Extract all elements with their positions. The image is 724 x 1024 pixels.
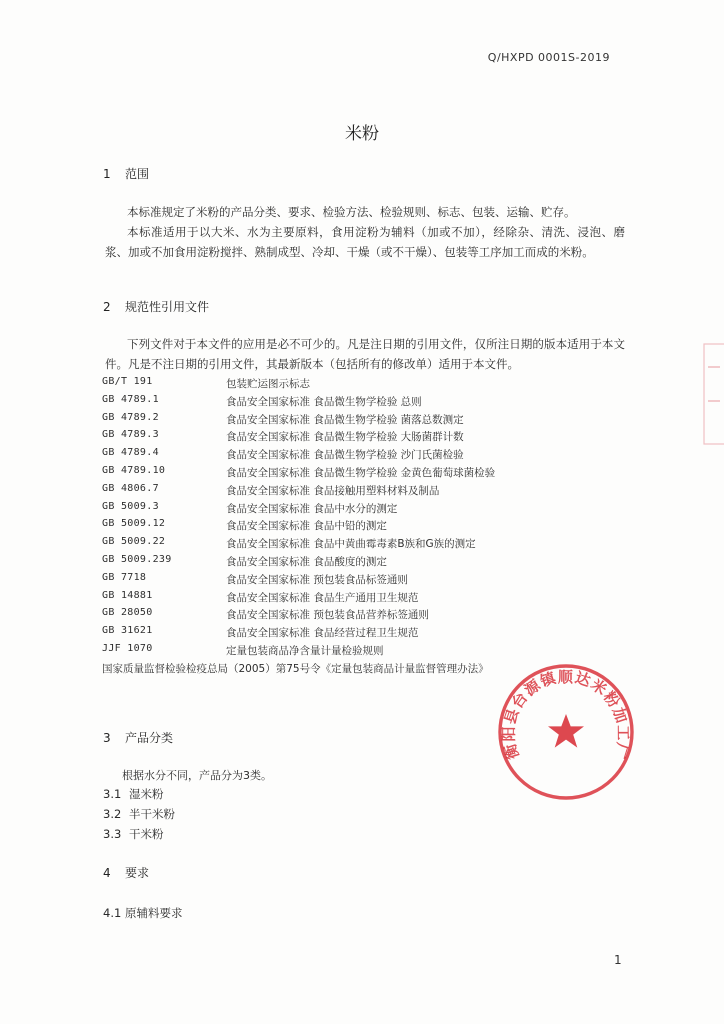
seal-star-icon [548, 714, 584, 748]
reference-item: GB/T 191 包装贮运图示标志 [102, 376, 310, 390]
side-stamp-fragment [698, 340, 724, 450]
section-1-paragraph-2: 本标准适用于以大米、水为主要原料，食用淀粉为辅料（加或不加），经除杂、清洗、浸泡、磨浆、加或不加食用淀粉搅拌、熟制成型、冷却、干燥（或不干燥）、包装等工序加工而成的米粉。 [105, 225, 625, 259]
reference-item: GB 4789.1 食品安全国家标准 食品微生物学检验 总则 [102, 393, 422, 408]
company-seal [496, 662, 636, 802]
reference-item: GB 5009.12 食品安全国家标准 食品中铅的测定 [102, 518, 387, 533]
section-1-paragraph-1: 本标准规定了米粉的产品分类、要求、检验方法、检验规则、标志、包装、运输、贮存。 [127, 205, 576, 219]
section-4-1-heading: 4.1 原辅料要求 [103, 906, 183, 920]
reference-item: GB 14881 食品安全国家标准 食品生产通用卫生规范 [102, 589, 419, 604]
section-2-number: 2 [103, 300, 111, 314]
reference-item: GB 4789.2 食品安全国家标准 食品微生物学检验 菌落总数测定 [102, 411, 464, 426]
seal-text: 衡阳县台源镇顺达米粉加工厂 [499, 667, 633, 762]
page-number: 1 [614, 953, 622, 967]
section-4-heading [103, 864, 149, 881]
section-4-number: 4 [103, 866, 111, 880]
section-1-heading [103, 165, 149, 182]
reference-item: GB 5009.3 食品安全国家标准 食品中水分的测定 [102, 500, 398, 515]
section-2-heading [103, 298, 209, 315]
list-item: 3.2 半干米粉 [103, 807, 175, 821]
reference-item: GB 5009.22 食品安全国家标准 食品中黄曲霉毒素B族和G族的测定 [102, 536, 476, 551]
list-item: 3.1 湿米粉 [103, 787, 164, 801]
reference-item: GB 7718 食品安全国家标准 预包装食品标签通则 [102, 571, 408, 586]
list-item: 3.3 干米粉 [103, 827, 164, 841]
section-2-title: 规范性引用文件 [125, 300, 210, 314]
reference-list [102, 376, 582, 679]
reference-item: GB 4806.7 食品安全国家标准 食品接触用塑料材料及制品 [102, 482, 440, 497]
reference-item: GB 4789.3 食品安全国家标准 食品微生物学检验 大肠菌群计数 [102, 429, 464, 444]
section-3-heading [103, 729, 173, 746]
reference-item: GB 5009.239 食品安全国家标准 食品酸度的测定 [102, 553, 387, 568]
reference-item-decree: 国家质量监督检验检疫总局（2005）第75号令《定量包装商品计量监督管理办法》 [102, 662, 489, 675]
document-title: 米粉 [345, 124, 379, 144]
document-number: Q/HXPD 0001S-2019 [487, 51, 610, 64]
section-1-title: 范围 [125, 167, 150, 181]
reference-item: GB 31621 食品安全国家标准 食品经营过程卫生规范 [102, 625, 419, 640]
section-3-title: 产品分类 [125, 731, 174, 745]
reference-item: GB 28050 食品安全国家标准 预包装食品营养标签通则 [102, 607, 429, 622]
section-2-intro: 下列文件对于本文件的应用是必不可少的。凡是注日期的引用文件，仅所注日期的版本适用于本文件。凡是不注日期的引用文件，其最新版本（包括所有的修改单）适用于本文件。 [105, 337, 625, 371]
section-3-intro: 根据水分不同，产品分为3类。 [122, 769, 272, 782]
reference-item: GB 4789.4 食品安全国家标准 食品微生物学检验 沙门氏菌检验 [102, 447, 464, 462]
reference-item: GB 4789.10 食品安全国家标准 食品微生物学检验 金黄色葡萄球菌检验 [102, 464, 496, 479]
section-4-title: 要求 [125, 866, 150, 880]
section-1-number: 1 [103, 167, 111, 181]
reference-item: JJF 1070 定量包装商品净含量计量检验规则 [102, 642, 384, 657]
section-3-number: 3 [103, 731, 111, 745]
